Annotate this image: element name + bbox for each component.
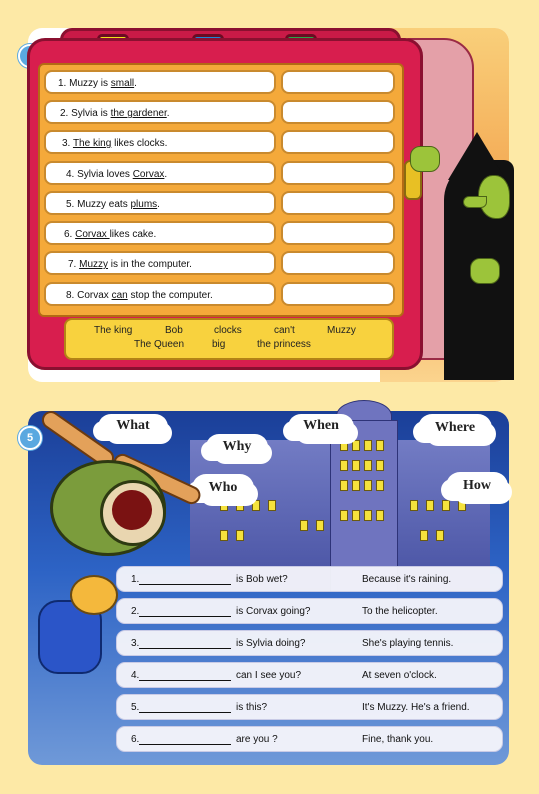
answer-blank[interactable] (139, 663, 231, 681)
exercise-5-question-row (116, 566, 503, 592)
castle-window (300, 520, 308, 531)
word-bank-item: clocks (214, 325, 242, 336)
sentence-text: Muzzy is (69, 78, 111, 89)
exercise-4-sentence (44, 70, 276, 94)
castle-window (436, 530, 444, 541)
exercise-4-sentence (44, 282, 276, 306)
castle-window (364, 480, 372, 491)
underlined-word: Corvax (75, 229, 110, 240)
answer-box[interactable] (281, 221, 395, 245)
question-text: are you ? (236, 734, 278, 745)
castle-window (420, 530, 428, 541)
answer-box[interactable] (281, 191, 395, 215)
underlined-word: can (111, 290, 128, 301)
answer-blank[interactable] (139, 599, 231, 617)
question-text: is Corvax going? (236, 606, 311, 617)
answer-box[interactable] (281, 70, 395, 94)
question-number: 6. (131, 734, 140, 745)
answer-box[interactable] (281, 161, 395, 185)
question-text: is this? (236, 702, 268, 713)
underlined-word: Muzzy (79, 259, 109, 270)
castle-window (352, 440, 360, 451)
castle-window (410, 500, 418, 511)
cloud-word-who: Who (192, 474, 254, 502)
answer-blank[interactable] (139, 567, 231, 585)
exercise-4-sentence (44, 191, 276, 215)
castle-window (252, 500, 260, 511)
underlined-word: small (110, 78, 135, 89)
question-number: 3. (131, 638, 140, 649)
castle-window (376, 510, 384, 521)
castle-window (352, 460, 360, 471)
question-number: 2. (131, 606, 140, 617)
castle-window (364, 440, 372, 451)
sentence-text: Corvax (77, 290, 112, 301)
word-bank-item: The king (94, 325, 133, 336)
answer-box[interactable] (281, 130, 395, 154)
answer-text: It's Muzzy. He's a friend. (362, 702, 470, 713)
answer-text: She's playing tennis. (362, 638, 454, 649)
castle-window (376, 480, 384, 491)
answer-blank[interactable] (139, 727, 231, 745)
exercise-5-question-row (116, 630, 503, 656)
word-bank-item: the princess (257, 339, 311, 350)
answer-blank[interactable] (139, 631, 231, 649)
question-text: can I see you? (236, 670, 302, 681)
sentence-text: Sylvia is (71, 108, 111, 119)
underlined-word: plums (130, 199, 158, 210)
castle-window (364, 460, 372, 471)
exercise-5-question-row (116, 598, 503, 624)
answer-text: To the helicopter. (362, 606, 438, 617)
villain-hand-icon (470, 258, 500, 284)
helicopter-pilot (112, 490, 152, 530)
cloud-word-when: When (288, 414, 354, 440)
castle-window (442, 500, 450, 511)
sentence-text: is in the computer. (108, 259, 192, 270)
answer-box[interactable] (281, 282, 395, 306)
answer-box[interactable] (281, 251, 395, 275)
castle-window (340, 510, 348, 521)
word-bank-item: The Queen (134, 339, 185, 350)
castle-window (340, 440, 348, 451)
castle-window (340, 460, 348, 471)
castle-window (426, 500, 434, 511)
exercise-4-sentence (44, 221, 276, 245)
castle-window (376, 440, 384, 451)
cloud-word-why: Why (206, 434, 268, 460)
castle-window (340, 480, 348, 491)
villain-nose (463, 196, 487, 208)
underlined-word: the gardener (110, 108, 167, 119)
hanging-man-head (70, 575, 118, 615)
sentence-text: Muzzy eats (77, 199, 131, 210)
question-number: 5. (131, 702, 140, 713)
word-bank-item: can't (274, 325, 295, 336)
castle-window (316, 520, 324, 531)
sentence-text: likes cake. (109, 229, 157, 240)
exercise-5-question-row (116, 662, 503, 688)
castle-window (376, 460, 384, 471)
question-number: 4. (131, 670, 140, 681)
exercise-4-sentence (44, 100, 276, 124)
answer-text: Because it's raining. (362, 574, 452, 585)
castle-window (364, 510, 372, 521)
sentence-text: . (157, 199, 160, 210)
word-bank-item: big (212, 339, 226, 350)
sentence-text: . (166, 108, 170, 119)
word-bank-item: Bob (165, 325, 183, 336)
answer-blank[interactable] (139, 695, 231, 713)
sentence-number: 3. (62, 138, 71, 149)
castle-window (236, 530, 244, 541)
exercise-5-question-row (116, 726, 503, 752)
exercise-4-sentence (44, 130, 276, 154)
sentence-text: . (164, 169, 168, 180)
sentence-number: 6. (64, 229, 73, 240)
castle-window (458, 500, 466, 511)
castle-window (220, 530, 228, 541)
sentence-text: . (134, 78, 137, 89)
underlined-word: The king (72, 138, 112, 149)
exercise-5-number-badge: 5 (18, 426, 42, 450)
sentence-text: Sylvia loves (77, 169, 133, 180)
castle-window (352, 510, 360, 521)
underlined-word: Corvax (132, 169, 165, 180)
sentence-number: 5. (66, 199, 75, 210)
answer-box[interactable] (281, 100, 395, 124)
sentence-number: 8. (66, 290, 75, 301)
cloud-word-where: Where (418, 414, 492, 442)
sentence-text: likes clocks. (111, 138, 168, 149)
villain-hand-icon (410, 146, 440, 172)
word-bank-item: Muzzy (327, 325, 356, 336)
castle-window (268, 500, 276, 511)
sentence-number: 7. (68, 259, 77, 270)
sentence-number: 4. (66, 169, 75, 180)
cloud-word-how: How (446, 472, 508, 500)
exercise-5-question-row (116, 694, 503, 720)
cloud-word-what: What (98, 414, 168, 440)
question-text: is Sylvia doing? (236, 638, 306, 649)
sentence-number: 2. (60, 108, 69, 119)
castle-window (352, 480, 360, 491)
exercise-4-sentence (44, 161, 276, 185)
question-number: 1. (131, 574, 140, 585)
sentence-number: 1. (58, 78, 67, 89)
answer-text: Fine, thank you. (362, 734, 434, 745)
exercise-4-sentence (44, 251, 276, 275)
sentence-text: stop the computer. (127, 290, 213, 301)
question-text: is Bob wet? (236, 574, 288, 585)
answer-text: At seven o'clock. (362, 670, 437, 681)
